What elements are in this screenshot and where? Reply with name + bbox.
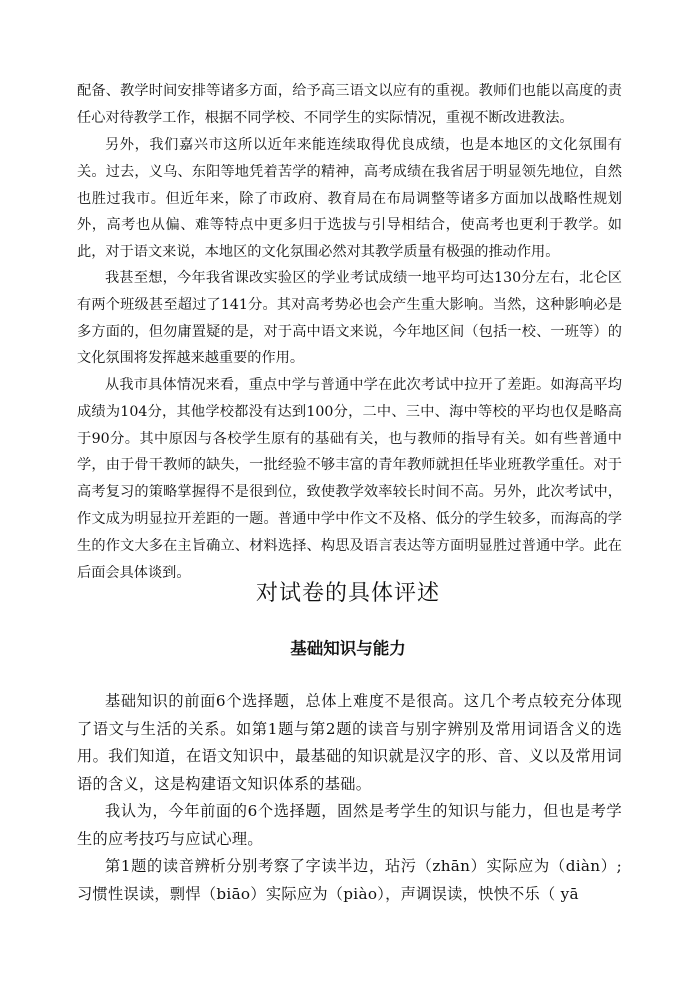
paragraph-3: 我甚至想，今年我省课改实验区的学业考试成绩一地平均可达130分左右，北仑区有两个班级甚至超过了141分。其对高考势必也会产生重大影响。当然，这种影响必是多方面的，但勿庸置疑的是，对于高中语文来说，今年地区间（包括一校、一班等）的文化氛围将发挥越来越重要的作用。	[77, 270, 622, 367]
section-paragraph-1: 基础知识的前面6个选择题，总体上难度不是很高。这几个考点较充分体现了语文与生活的关系。如第1题与第2题的读音与别字辨别及常用词语含义的选用。我们知道，在语文知识中，最基础的知识就是汉字的形、音、义以及常用词语的含义，这是构建语文知识体系的基础。	[77, 692, 622, 793]
paragraph-4: 从我市具体情况来看，重点中学与普通中学在此次考试中拉开了差距。如海高平均成绩为104分，其他学校都没有达到100分，二中、三中、海中等校的平均也仅是略高于90分。其中原因与各校学生原有的基础有关，也与教师的指导有关。如有些普通中学，由于骨干教师的缺失，一批经验不够丰富的青年教师就担任毕业班教学重任。对于高考复习的策略掌握得不是很到位，致使教学效率较长时间不高。另外，此次考试中，作文成为明显拉开差距的一题。普通中学中作文不及格、低分的学生较多，而海高的学生的作文大多在主旨确立、材料选择、构思及语言表达等方面明显胜过普通中学。此在后面会具体谈到。	[77, 377, 622, 581]
section-heading: 对试卷的具体评述	[255, 581, 440, 606]
section-paragraph-3: 第1题的读音辨析分别考察了字读半边，玷污（zhān）实际应为（diàn）;习惯性误读，剽悍（biāo）实际应为（piào），声调误读，怏怏不乐（ yā	[77, 857, 622, 903]
section-paragraph-2: 我认为，今年前面的6个选择题，固然是考学生的知识与能力，但也是考学生的应考技巧与应试心理。	[77, 802, 622, 848]
subsection-heading: 基础知识与能力	[290, 639, 406, 658]
section-body	[77, 688, 622, 908]
paragraph-1: 配备、教学时间安排等诸多方面，给予高三语文以应有的重视。教师们也能以高度的责任心对待教学工作，根据不同学校、不同学生的实际情况，重视不断改进教法。	[77, 83, 622, 126]
paragraph-2: 另外，我们嘉兴市这所以近年来能连续取得优良成绩，也是本地区的文化氛围有关。过去，义乌、东阳等地凭着苦学的精神，高考成绩在我省居于明显领先地位，自然也胜过我市。但近年来，除了市政府、教育局在布局调整等诸多方面加以战略性规划外，高考也从偏、难等特点中更多归于选拔与引导相结合，使高考也更利于教学。如此，对于语文来说，本地区的文化氛围必然对其教学质量有极强的推动作用。	[77, 137, 622, 261]
